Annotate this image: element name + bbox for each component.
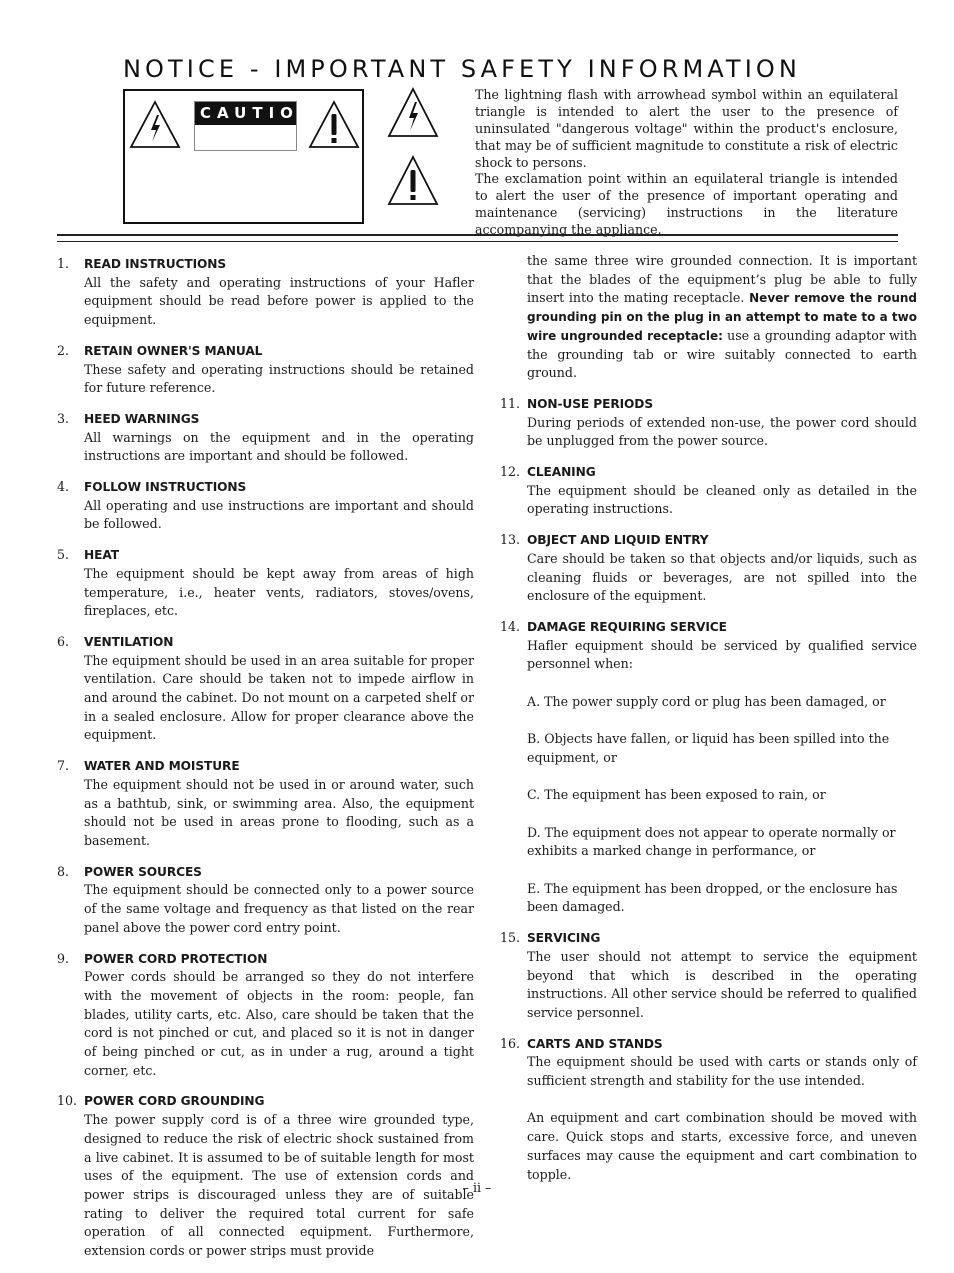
item-body: The equipment should be used with carts or stands only of sufficient strength and stability for the use intended. — [527, 1054, 917, 1089]
caution-label-frame — [194, 101, 318, 151]
caution-label: CAUTION — [195, 102, 296, 125]
item-body: The equipment should not be used in or around water, such as a bathtub, sink, or swimming area. Also, the equipment should not be used in areas prone to flooding, such as a basement. — [84, 776, 474, 848]
sub-item: D. The equipment does not appear to operate normally or exhibits a marked change in performance, or — [527, 824, 896, 859]
list-item — [500, 531, 917, 606]
caution-box — [123, 89, 364, 224]
item-continuation — [500, 252, 917, 383]
list-item — [500, 618, 917, 917]
lightning-warning-icon — [387, 87, 439, 139]
list-item — [500, 395, 917, 451]
list-item — [57, 950, 474, 1081]
lightning-symbol-description: The lightning flash with arrowhead symbol within an equilateral triangle is intended to alert the user to the presence of uninsulated "dangerous voltage" within the product's enclosure, that may be of sufficient magnitude to constitute a risk of electric shock to persons. — [475, 87, 898, 170]
item-body: The equipment should be used in an area suitable for proper ventilation. Care should be taken not to impede airflow in and around the cabinet. Do not mount on a carpeted shelf or in a sealed enclosure. Allow for proper clearance above the equipment. — [84, 652, 474, 743]
right-column — [500, 252, 917, 1196]
item-number: 6. — [57, 633, 70, 649]
list-item — [500, 463, 917, 519]
item-heading: POWER SOURCES — [84, 864, 202, 879]
divider — [57, 241, 898, 242]
left-column — [57, 255, 474, 1273]
list-item — [500, 1035, 917, 1185]
item-number: 8. — [57, 863, 70, 879]
list-item — [57, 546, 474, 621]
list-item — [57, 342, 474, 398]
item-heading: POWER CORD PROTECTION — [84, 951, 268, 966]
item-body: The user should not attempt to service the equipment beyond that which is described in the operating instructions. All other service should be referred to qualified service personnel. — [527, 948, 917, 1020]
item-number: 4. — [57, 479, 70, 495]
exclamation-symbol-description: The exclamation point within an equilateral triangle is intended to alert the user of the presence of important operating and maintenance (servicing) instructions in the literature accompanying the appliance. — [475, 171, 898, 237]
sub-item: B. Objects have fallen, or liquid has been spilled into the equipment, or — [527, 731, 890, 765]
item-heading: NON-USE PERIODS — [527, 396, 653, 411]
item-number: 16. — [500, 1035, 521, 1051]
item-body: The equipment should be cleaned only as detailed in the operating instructions. — [527, 482, 917, 517]
item-number: 7. — [57, 758, 70, 774]
list-item — [57, 1092, 474, 1260]
list-item — [57, 410, 474, 466]
exclamation-warning-icon — [387, 155, 439, 207]
item-body: Hafler equipment should be serviced by qualified service personnel when: — [527, 637, 917, 672]
item-body: Power cords should be arranged so they do not interfere with the movement of objects in the room: people, fan blades, utility carts, etc. Also, care should be taken that the cord is not pinched or cut, and placed so it is not in danger of being pinched or cut, as in under a rug, around a tight corner, etc. — [84, 969, 474, 1078]
page-number: – ii – — [462, 1180, 492, 1195]
list-item — [500, 929, 917, 1023]
item-heading: READ INSTRUCTIONS — [84, 257, 227, 271]
item-heading: DAMAGE REQUIRING SERVICE — [527, 619, 727, 634]
item-body: All the safety and operating instructions of your Hafler equipment should be read before power is applied to the equipment. — [84, 274, 474, 328]
item-number: 12. — [500, 464, 521, 480]
item-number: 11. — [500, 395, 521, 411]
list-item — [57, 255, 474, 330]
item-body: An equipment and cart combination should be moved with care. Quick stops and starts, excessive force, and uneven surfaces may cause the equipment and cart combination to topple. — [527, 1110, 917, 1182]
item-number: 9. — [57, 950, 70, 966]
item-body: All operating and use instructions are important and should be followed. — [84, 497, 474, 532]
item-heading: OBJECT AND LIQUID ENTRY — [527, 533, 709, 548]
item-body: All warnings on the equipment and in the operating instructions are important and should be followed. — [84, 429, 474, 464]
continuation-text: use a grounding adaptor with the grounding tab or wire suitably connected to earth ground. — [527, 327, 917, 381]
item-number: 5. — [57, 547, 70, 563]
sub-item: A. The power supply cord or plug has been damaged, or — [527, 693, 886, 709]
item-heading: FOLLOW INSTRUCTIONS — [84, 480, 247, 495]
item-number: 13. — [500, 532, 521, 548]
item-heading: CARTS AND STANDS — [527, 1036, 663, 1051]
item-heading: POWER CORD GROUNDING — [84, 1094, 265, 1109]
sub-item: C. The equipment has been exposed to rain, or — [527, 787, 826, 803]
item-heading: RETAIN OWNER'S MANUAL — [84, 343, 263, 358]
lightning-warning-icon — [129, 100, 181, 150]
divider — [57, 234, 898, 236]
item-body: The equipment should be kept away from areas of high temperature, i.e., heater vents, radiators, stoves/ovens, fireplaces, etc. — [84, 565, 474, 619]
item-heading: VENTILATION — [84, 634, 174, 649]
item-body: During periods of extended non-use, the power cord should be unplugged from the power source. — [527, 414, 917, 449]
item-heading: SERVICING — [527, 931, 601, 946]
item-number: 1. — [57, 256, 70, 271]
list-item — [57, 863, 474, 938]
item-body: Care should be taken so that objects and/or liquids, such as cleaning fluids or beverages, are not spilled into the enclosure of the equipment. — [527, 550, 917, 604]
item-heading: HEED WARNINGS — [84, 411, 200, 426]
item-body: The equipment should be connected only to a power source of the same voltage and frequency as that listed on the rear panel above the power cord entry point. — [84, 882, 474, 935]
list-item — [57, 633, 474, 745]
item-number: 2. — [57, 342, 70, 358]
item-body: The power supply cord is of a three wire grounded type, designed to reduce the risk of electric shock sustained from a live cabinet. It is assumed to be of suitable length for most uses of the equipment. The use of extension cords and power strips is discouraged unless they are of suitable rating to deliver the required total current for safe operation of all connected equipment. Furthermore, extension cords or power strips must provide — [84, 1112, 474, 1259]
grounding-warning: Never remove the round grounding pin on the plug in an attempt to mate to a two wire ungrounded receptacle: — [527, 291, 917, 343]
item-number: 3. — [57, 410, 70, 426]
item-number: 10. — [57, 1093, 78, 1109]
list-item — [57, 478, 474, 534]
continuation-text: the same three wire grounded connection. It is important that the blades of the equipment’s plug be able to fully insert into the mating receptacle. — [527, 253, 917, 306]
list-item — [57, 757, 474, 851]
exclamation-warning-icon — [308, 100, 360, 150]
item-number: 15. — [500, 930, 521, 946]
item-heading: CLEANING — [527, 465, 596, 480]
page-title: NOTICE - IMPORTANT SAFETY INFORMATION — [123, 55, 801, 83]
item-heading: WATER AND MOISTURE — [84, 759, 240, 774]
item-heading: HEAT — [84, 548, 119, 563]
item-number: 14. — [500, 618, 521, 634]
sub-item: E. The equipment has been dropped, or the enclosure has been damaged. — [527, 880, 898, 915]
item-body: These safety and operating instructions should be retained for future reference. — [84, 361, 474, 396]
